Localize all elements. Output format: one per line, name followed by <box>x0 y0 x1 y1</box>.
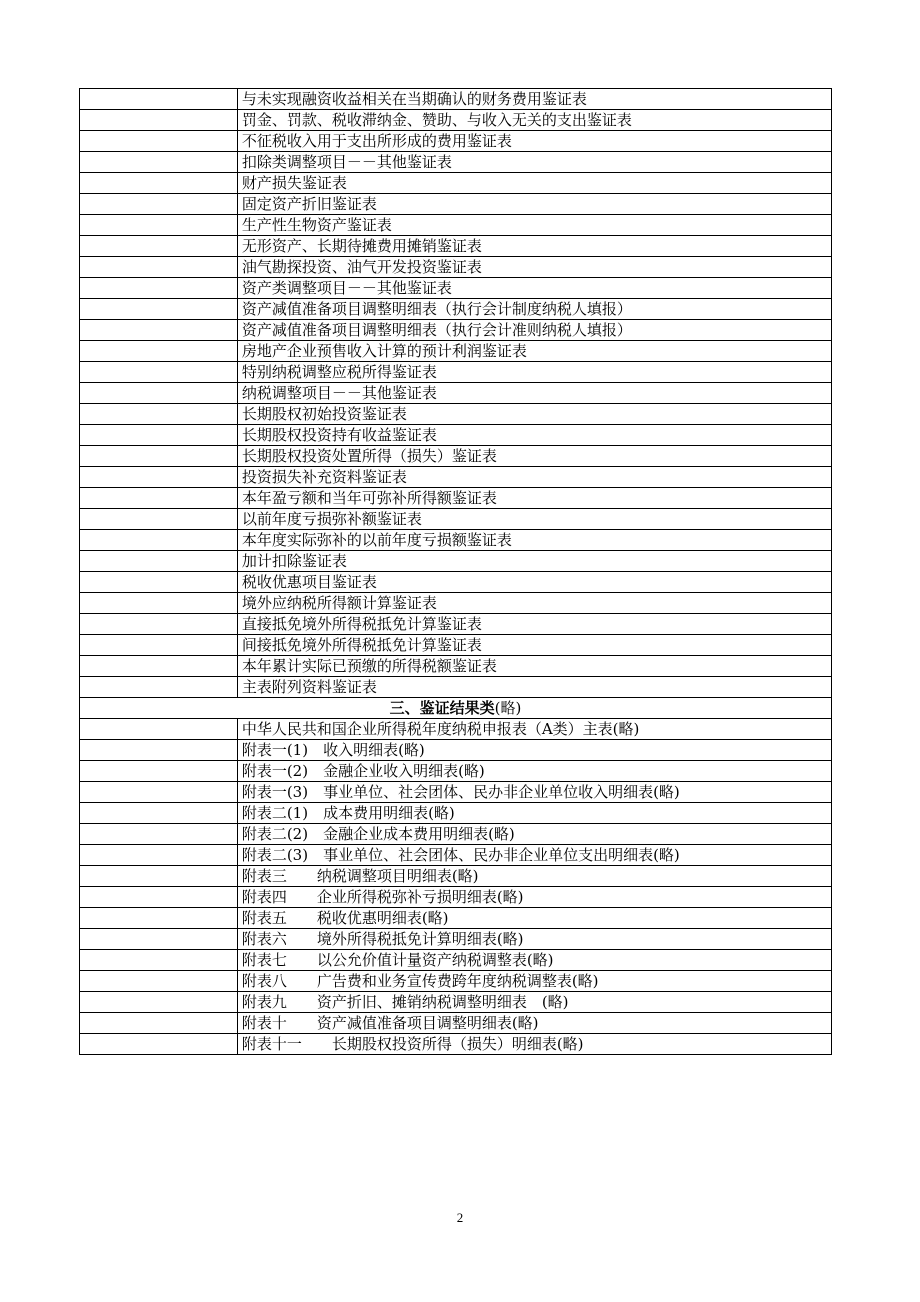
table-row <box>80 530 832 551</box>
table-row <box>80 761 832 782</box>
table-row <box>80 152 832 173</box>
blank-left-cell <box>80 236 238 257</box>
form-name-cell: 资产减值准备项目调整明细表（执行会计准则纳税人填报） <box>237 320 831 341</box>
blank-left-cell <box>80 467 238 488</box>
form-name-cell: 生产性生物资产鉴证表 <box>237 215 831 236</box>
blank-left-cell <box>80 362 238 383</box>
blank-left-cell <box>80 677 238 698</box>
table-row <box>80 908 832 929</box>
table-row <box>80 971 832 992</box>
blank-left-cell <box>80 740 238 761</box>
form-name-cell: 附表四 企业所得税弥补亏损明细表(略) <box>237 887 831 908</box>
form-name-cell: 附表十 资产减值准备项目调整明细表(略) <box>237 1013 831 1034</box>
form-name-cell: 与未实现融资收益相关在当期确认的财务费用鉴证表 <box>237 89 831 110</box>
table-row <box>80 656 832 677</box>
table-row <box>80 824 832 845</box>
table-row <box>80 509 832 530</box>
table-row <box>80 614 832 635</box>
table-row <box>80 383 832 404</box>
table-row <box>80 572 832 593</box>
form-name-cell: 附表七 以公允价值计量资产纳税调整表(略) <box>237 950 831 971</box>
form-name-cell: 附表一(2) 金融企业收入明细表(略) <box>237 761 831 782</box>
blank-left-cell <box>80 194 238 215</box>
blank-left-cell <box>80 488 238 509</box>
blank-left-cell <box>80 215 238 236</box>
form-name-cell: 境外应纳税所得额计算鉴证表 <box>237 593 831 614</box>
table-row <box>80 257 832 278</box>
form-name-cell: 无形资产、长期待摊费用摊销鉴证表 <box>237 236 831 257</box>
form-name-cell: 附表二(2) 金融企业成本费用明细表(略) <box>237 824 831 845</box>
form-name-cell: 长期股权初始投资鉴证表 <box>237 404 831 425</box>
form-name-cell: 油气勘探投资、油气开发投资鉴证表 <box>237 257 831 278</box>
blank-left-cell <box>80 278 238 299</box>
form-name-cell: 附表八 广告费和业务宣传费跨年度纳税调整表(略) <box>237 971 831 992</box>
blank-left-cell <box>80 803 238 824</box>
blank-left-cell <box>80 908 238 929</box>
form-name-cell: 投资损失补充资料鉴证表 <box>237 467 831 488</box>
table-row <box>80 803 832 824</box>
audit-forms-table <box>79 88 832 1055</box>
blank-left-cell <box>80 383 238 404</box>
blank-left-cell <box>80 299 238 320</box>
blank-left-cell <box>80 614 238 635</box>
form-name-cell: 间接抵免境外所得税抵免计算鉴证表 <box>237 635 831 656</box>
form-name-cell: 附表一(3) 事业单位、社会团体、民办非企业单位收入明细表(略) <box>237 782 831 803</box>
form-name-cell: 直接抵免境外所得税抵免计算鉴证表 <box>237 614 831 635</box>
blank-left-cell <box>80 845 238 866</box>
section-header-cell <box>80 698 832 719</box>
blank-left-cell <box>80 971 238 992</box>
table-row <box>80 362 832 383</box>
blank-left-cell <box>80 887 238 908</box>
blank-left-cell <box>80 572 238 593</box>
blank-left-cell <box>80 404 238 425</box>
blank-left-cell <box>80 257 238 278</box>
blank-left-cell <box>80 761 238 782</box>
form-name-cell: 税收优惠项目鉴证表 <box>237 572 831 593</box>
table-row <box>80 719 832 740</box>
form-name-cell: 长期股权投资持有收益鉴证表 <box>237 425 831 446</box>
table-body-section <box>80 698 832 719</box>
blank-left-cell <box>80 530 238 551</box>
form-name-cell: 附表三 纳税调整项目明细表(略) <box>237 866 831 887</box>
form-name-cell: 特别纳税调整应税所得鉴证表 <box>237 362 831 383</box>
blank-left-cell <box>80 656 238 677</box>
form-name-cell: 中华人民共和国企业所得税年度纳税申报表（A类）主表(略) <box>237 719 831 740</box>
blank-left-cell <box>80 992 238 1013</box>
table-row <box>80 635 832 656</box>
blank-left-cell <box>80 782 238 803</box>
blank-left-cell <box>80 446 238 467</box>
form-name-cell: 附表二(3) 事业单位、社会团体、民办非企业单位支出明细表(略) <box>237 845 831 866</box>
table-row <box>80 89 832 110</box>
blank-left-cell <box>80 929 238 950</box>
table-row <box>80 1034 832 1055</box>
table-row <box>80 446 832 467</box>
blank-left-cell <box>80 110 238 131</box>
table-row <box>80 551 832 572</box>
table-row <box>80 992 832 1013</box>
form-name-cell: 附表二(1) 成本费用明细表(略) <box>237 803 831 824</box>
form-name-cell: 财产损失鉴证表 <box>237 173 831 194</box>
form-name-cell: 附表六 境外所得税抵免计算明细表(略) <box>237 929 831 950</box>
table-row <box>80 131 832 152</box>
table-body-part1 <box>80 89 832 698</box>
table-row <box>80 467 832 488</box>
form-name-cell: 以前年度亏损弥补额鉴证表 <box>237 509 831 530</box>
table-row <box>80 929 832 950</box>
blank-left-cell <box>80 866 238 887</box>
section-header-title: 三、鉴证结果类 <box>389 699 495 717</box>
table-row <box>80 845 832 866</box>
blank-left-cell <box>80 152 238 173</box>
blank-left-cell <box>80 1034 238 1055</box>
table-row <box>80 320 832 341</box>
form-name-cell: 加计扣除鉴证表 <box>237 551 831 572</box>
page-number: 2 <box>456 1210 464 1225</box>
blank-left-cell <box>80 551 238 572</box>
blank-left-cell <box>80 635 238 656</box>
table-row <box>80 488 832 509</box>
blank-left-cell <box>80 1013 238 1034</box>
table-row <box>80 866 832 887</box>
blank-left-cell <box>80 131 238 152</box>
table-row <box>80 740 832 761</box>
blank-left-cell <box>80 89 238 110</box>
table-row <box>80 173 832 194</box>
blank-left-cell <box>80 173 238 194</box>
blank-left-cell <box>80 593 238 614</box>
form-name-cell: 扣除类调整项目－－其他鉴证表 <box>237 152 831 173</box>
table-row <box>80 236 832 257</box>
form-name-cell: 房地产企业预售收入计算的预计利润鉴证表 <box>237 341 831 362</box>
form-name-cell: 附表九 资产折旧、摊销纳税调整明细表 (略) <box>237 992 831 1013</box>
table-row <box>80 299 832 320</box>
blank-left-cell <box>80 719 238 740</box>
form-name-cell: 固定资产折旧鉴证表 <box>237 194 831 215</box>
form-name-cell: 纳税调整项目－－其他鉴证表 <box>237 383 831 404</box>
table-row <box>80 215 832 236</box>
blank-left-cell <box>80 425 238 446</box>
blank-left-cell <box>80 509 238 530</box>
form-name-cell: 本年度实际弥补的以前年度亏损额鉴证表 <box>237 530 831 551</box>
form-name-cell: 长期股权投资处置所得（损失）鉴证表 <box>237 446 831 467</box>
table-row <box>80 278 832 299</box>
form-name-cell: 附表五 税收优惠明细表(略) <box>237 908 831 929</box>
table-body-part2 <box>80 719 832 1055</box>
section-header-row <box>80 698 832 719</box>
form-name-cell: 不征税收入用于支出所形成的费用鉴证表 <box>237 131 831 152</box>
form-name-cell: 附表一(1) 收入明细表(略) <box>237 740 831 761</box>
table-row <box>80 404 832 425</box>
table-row <box>80 887 832 908</box>
form-name-cell: 罚金、罚款、税收滞纳金、赞助、与收入无关的支出鉴证表 <box>237 110 831 131</box>
form-name-cell: 资产类调整项目－－其他鉴证表 <box>237 278 831 299</box>
table-row <box>80 341 832 362</box>
form-name-cell: 本年累计实际已预缴的所得税额鉴证表 <box>237 656 831 677</box>
table-row <box>80 110 832 131</box>
table-row <box>80 194 832 215</box>
table-row <box>80 950 832 971</box>
table-row <box>80 425 832 446</box>
blank-left-cell <box>80 950 238 971</box>
table-row <box>80 593 832 614</box>
form-name-cell: 资产减值准备项目调整明细表（执行会计制度纳税人填报） <box>237 299 831 320</box>
table-row <box>80 677 832 698</box>
blank-left-cell <box>80 341 238 362</box>
blank-left-cell <box>80 320 238 341</box>
form-name-cell: 附表十一 长期股权投资所得（损失）明细表(略) <box>237 1034 831 1055</box>
section-header-suffix: (略) <box>494 699 522 717</box>
form-name-cell: 主表附列资料鉴证表 <box>237 677 831 698</box>
table-row <box>80 782 832 803</box>
blank-left-cell <box>80 824 238 845</box>
form-name-cell: 本年盈亏额和当年可弥补所得额鉴证表 <box>237 488 831 509</box>
table-row <box>80 1013 832 1034</box>
